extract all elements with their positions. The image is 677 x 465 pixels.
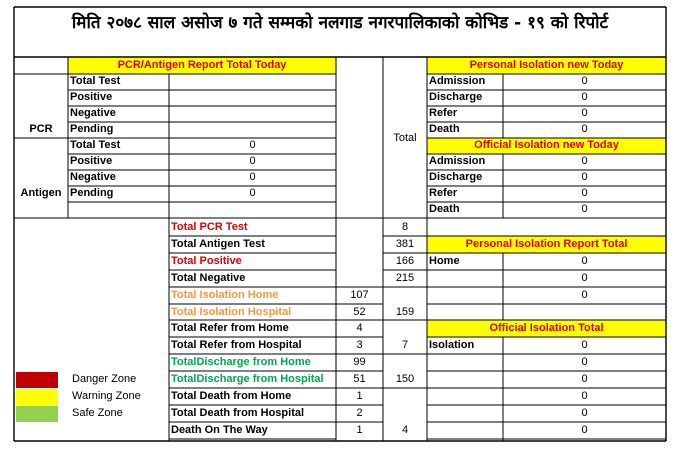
totals-row-sub: 3	[356, 339, 363, 351]
official-new-label: Refer	[429, 187, 458, 199]
official-report-value: 0	[581, 339, 588, 351]
antigen-row-value: 0	[249, 171, 256, 183]
totals-row-sub: 107	[350, 289, 369, 301]
official-new-value: 0	[581, 155, 588, 167]
personal-new-label: Admission	[429, 75, 486, 87]
totals-row-total: 7	[401, 339, 409, 351]
totals-row-total: 381	[395, 238, 415, 250]
personal-report-value: 0	[581, 255, 588, 267]
personal-report-header: Personal Isolation Report Total	[427, 236, 666, 253]
antigen-row-label: Negative	[70, 171, 116, 183]
totals-row-label: Total Isolation Home	[171, 289, 279, 301]
official-report-value: 0	[581, 356, 588, 368]
totals-row-label: Total Death from Hospital	[171, 407, 305, 419]
totals-row-label: TotalDischarge from Hospital	[171, 373, 324, 385]
totals-row-sub: 1	[356, 390, 363, 402]
totals-row-total: 159	[395, 306, 415, 318]
official-report-label: Isolation	[429, 339, 475, 351]
pcr-antigen-header: PCR/Antigen Report Total Today	[68, 58, 336, 74]
pcr-label: PCR	[29, 123, 53, 135]
antigen-label: Antigen	[20, 187, 62, 199]
totals-row-label: TotalDischarge from Home	[171, 356, 311, 368]
official-new-value: 0	[581, 187, 588, 199]
totals-row-total: 4	[401, 424, 409, 436]
totals-row-label: Death On The Way	[171, 424, 268, 436]
official-new-label: Death	[429, 203, 460, 215]
totals-row-label: Total PCR Test	[171, 221, 248, 233]
antigen-row-value: 0	[249, 139, 256, 151]
personal-new-value: 0	[581, 75, 588, 87]
pcr-row-label: Total Test	[70, 75, 121, 87]
totals-row-sub: 52	[353, 306, 366, 318]
personal-new-header: Personal Isolation new Today	[427, 58, 666, 74]
totals-row-sub: 99	[353, 356, 366, 368]
personal-new-label: Refer	[429, 107, 458, 119]
totals-row-label: Total Refer from Home	[171, 322, 289, 334]
personal-new-label: Discharge	[429, 91, 483, 103]
pcr-row-label: Pending	[70, 123, 114, 135]
official-new-value: 0	[581, 203, 588, 215]
totals-row-sub: 2	[356, 407, 363, 419]
legend-label: Safe Zone	[72, 407, 123, 419]
personal-report-value: 0	[581, 272, 588, 284]
total-label: Total	[393, 132, 417, 144]
totals-row-sub: 1	[356, 424, 363, 436]
totals-row-total: 215	[395, 272, 415, 284]
totals-row-label: Total Isolation Hospital	[171, 306, 292, 318]
personal-new-value: 0	[581, 107, 588, 119]
totals-row-label: Total Positive	[171, 255, 242, 267]
totals-row-label: Total Refer from Hospital	[171, 339, 302, 351]
personal-report-label: Home	[429, 255, 460, 267]
report-title: मिति २०७८ साल असोज ७ गते सम्मको नलगाड नगरपालिकाको कोभिड - १९ को रिपोर्ट	[71, 13, 609, 33]
totals-row-total: 8	[401, 221, 409, 233]
personal-new-value: 0	[581, 123, 588, 135]
official-new-label: Discharge	[429, 171, 483, 183]
antigen-row-value: 0	[249, 155, 256, 167]
antigen-row-label: Total Test	[70, 139, 121, 151]
totals-row-sub: 51	[353, 373, 366, 385]
pcr-row-label: Negative	[70, 107, 116, 119]
pcr-row-label: Positive	[70, 91, 113, 103]
totals-row-total: 150	[395, 373, 415, 385]
totals-row-total: 166	[395, 255, 415, 267]
personal-new-label: Death	[429, 123, 460, 135]
official-report-header: Official Isolation Total	[427, 320, 666, 337]
legend-label: Danger Zone	[72, 373, 137, 385]
antigen-row-label: Pending	[70, 187, 114, 199]
totals-row-sub: 4	[356, 322, 363, 334]
official-report-value: 0	[581, 373, 588, 385]
personal-new-value: 0	[581, 91, 588, 103]
totals-row-label: Total Death from Home	[171, 390, 292, 402]
official-report-value: 0	[581, 390, 588, 402]
official-new-label: Admission	[429, 155, 486, 167]
antigen-row-value: 0	[249, 187, 256, 199]
official-report-value: 0	[581, 407, 588, 419]
official-report-value: 0	[581, 424, 588, 436]
personal-report-value: 0	[581, 289, 588, 301]
antigen-row-label: Positive	[70, 155, 113, 167]
totals-row-label: Total Antigen Test	[171, 238, 265, 250]
official-new-header: Official Isolation new Today	[427, 138, 666, 154]
official-new-value: 0	[581, 171, 588, 183]
legend-label: Warning Zone	[72, 390, 141, 402]
totals-row-label: Total Negative	[171, 272, 246, 284]
